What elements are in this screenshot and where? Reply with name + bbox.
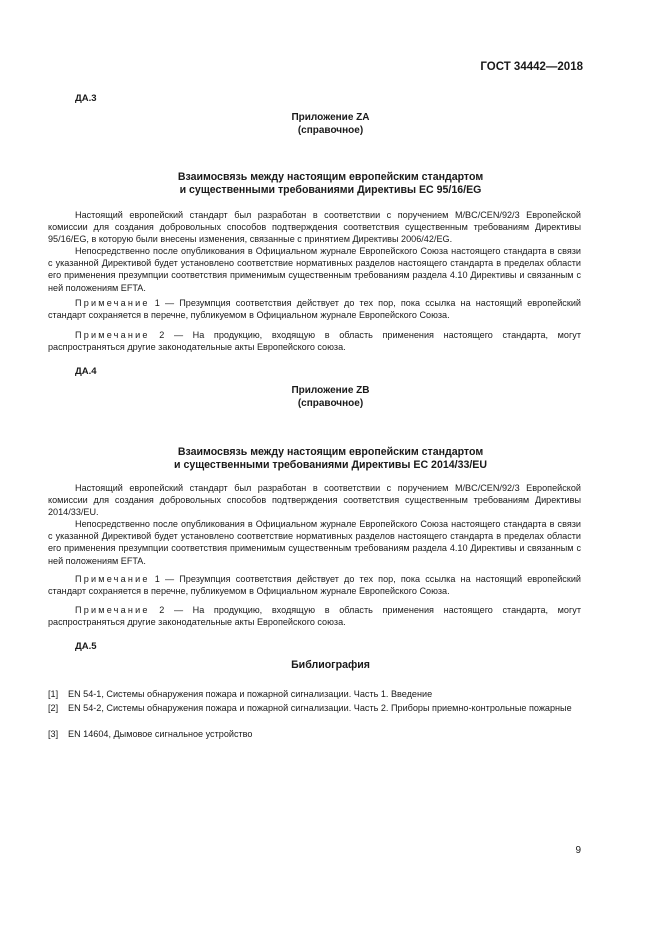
paragraph-zb-1: Настоящий европейский стандарт был разработан в соответствии с поручением M/BC/CEN/92/3 Европейской комиссии для создания добровольных способов подтверждения соответствия существенным требованиям Директивы 2014/33/EU. [48,483,581,518]
section-label-da4: ДА.4 [75,366,97,377]
bibliography-item [48,688,581,700]
heading-zb-line2: и существенными требованиями Директивы ЕС 2014/33/EU [173,459,488,471]
paragraph-za-1: Настоящий европейский стандарт был разработан в соответствии с поручением M/BC/CEN/92/3 Европейской комиссии для создания добровольных способов подтверждения соответствия существенным требованиям Директивы 95/16/EG, в которую были внесены изменения, связанные с принятием Директивы 2006/42/EG. [48,210,581,245]
paragraph-za-2: Непосредственно после опубликования в Официальном журнале Европейского Союза настоящего стандарта в связи с указанной Директивой будет установлено соответствие нормативных разделов настоящего стандарта в пределах области его применения презумпции соответствия применимым существенным требованиям раздела 4.10 Директивы и связанным с ней положениям EFTA. [48,246,581,293]
bibliography-item [48,728,581,740]
bibliography-text: EN 14604, Дымовое сигнальное устройство [68,729,253,739]
note-zb-2: Примечание 2 — На продукцию, входящую в область применения настоящего стандарта, могут распространяться другие законодательные акты Европейского союза. [48,605,581,628]
bibliography-title: Библиография [291,659,370,671]
section-label-da3: ДА.3 [75,93,97,104]
bibliography-number: [1] [48,689,59,699]
note-zb-1: Примечание 1 — Презумпция соответствия действует до тех пор, пока ссылка на настоящий европейский стандарт сохраняется в перечне, публикуемом в Официальном журнале Европейского Союза. [48,574,581,597]
heading-zb-line1: Взаимосвязь между настоящим европейским стандартом [177,446,484,458]
annex-type-za: (справочное) [297,125,364,136]
page-number: 9 [575,845,581,856]
section-label-da5: ДА.5 [75,641,97,652]
annex-title-za: Приложение ZA [291,112,370,123]
note-za-2: Примечание 2 — На продукцию, входящую в область применения настоящего стандарта, могут распространяться другие законодательные акты Европейского союза. [48,330,581,353]
annex-title-zb: Приложение ZB [291,385,370,396]
note-za-1: Примечание 1 — Презумпция соответствия действует до тех пор, пока ссылка на настоящий европейский стандарт сохраняется в перечне, публикуемом в Официальном журнале Европейского Союза. [48,298,581,321]
bibliography-number: [3] [48,729,59,739]
annex-type-zb: (справочное) [297,398,364,409]
standard-header: ГОСТ 34442—2018 [480,61,583,73]
paragraph-zb-2: Непосредственно после опубликования в Официальном журнале Европейского Союза настоящего стандарта в связи с указанной Директивой будет установлено соответствие нормативных разделов настоящего стандарта в пределах области его применения презумпции соответствия применимым существенным требованиям раздела 4.10 Директивы и связанным с ней положениям EFTA. [48,519,581,566]
bibliography-text: EN 54-2, Системы обнаружения пожара и пожарной сигнализации. Часть 2. Приборы приемно-контрольные пожарные [68,703,572,713]
bibliography-number: [2] [48,703,59,713]
bibliography-item [48,702,581,714]
heading-za-line1: Взаимосвязь между настоящим европейским стандартом [177,171,484,183]
heading-za-line2: и существенными требованиями Директивы ЕС 95/16/EG [179,184,482,196]
bibliography-text: EN 54-1, Системы обнаружения пожара и пожарной сигнализации. Часть 1. Введение [68,689,433,699]
